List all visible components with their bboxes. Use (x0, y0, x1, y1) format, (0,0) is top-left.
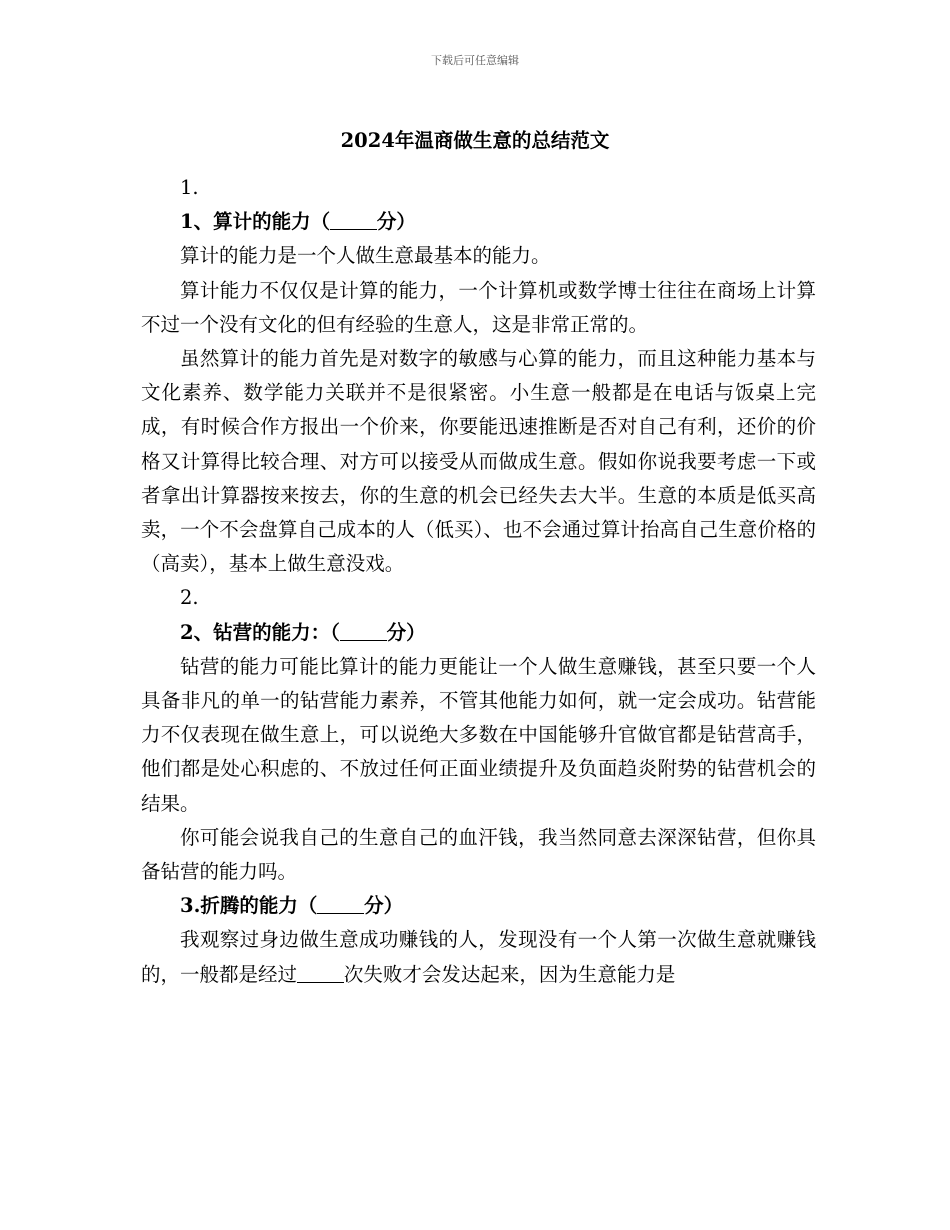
document-body (141, 171, 816, 992)
fill-blank (330, 211, 377, 231)
section-heading-1 (141, 205, 816, 239)
heading-text: 分） (364, 894, 404, 918)
body-paragraph: 算计的能力是一个人做生意最基本的能力。 (180, 244, 551, 268)
section-number-2: 2. (180, 586, 199, 610)
body-paragraph: 你可能会说我自己的生意自己的血汗钱，我当然同意去深深钻营，但你具备钻营的能力吗。 (141, 825, 816, 884)
section-heading-2 (141, 616, 816, 650)
paragraph-text: 我观察过身边做生意成功赚钱的人，发现没有一个人第一次做生意就赚钱的，一般都是经过 (141, 928, 816, 986)
heading-text: 分） (386, 620, 426, 644)
fill-blank (297, 963, 344, 983)
section-heading-3 (141, 889, 816, 923)
fill-blank (317, 895, 364, 915)
heading-text: 3.折腾的能力（ (180, 894, 318, 918)
page-header: 下载后可任意编辑 (431, 54, 519, 67)
body-paragraph: 虽然算计的能力首先是对数字的敏感与心算的能力，而且这种能力基本与文化素养、数学能力关联并不是很紧密。小生意一般都是在电话与饭桌上完成，有时候合作方报出一个价来，你要能迅速推断是否对自己有利，还价的价格又计算得比较合理、对方可以接受从而做成生意。假如你说我要考虑一下或者拿出计算器按来按去，你的生意的机会已经失去大半。生意的本质是低买高卖，一个不会盘算自己成本的人（低买）、也不会通过算计抬高自己生意价格的（高卖），基本上做生意没戏。 (141, 347, 816, 576)
heading-text: 分） (376, 210, 416, 234)
document-title: 2024年温商做生意的总结范文 (340, 129, 610, 152)
body-paragraph: 钻营的能力可能比算计的能力更能让一个人做生意赚钱，甚至只要一个人具备非凡的单一的钻营能力素养，不管其他能力如何，就一定会成功。钻营能力不仅表现在做生意上，可以说绝大多数在中国能够升官做官都是钻营高手，他们都是处心积虑的、不放过任何正面业绩提升及负面趋炎附势的钻营机会的结果。 (141, 654, 816, 815)
body-paragraph (141, 923, 816, 991)
heading-text: 1、算计的能力（ (180, 210, 331, 234)
section-number-1: 1. (180, 176, 199, 199)
body-paragraph: 算计能力不仅仅是计算的能力，一个计算机或数学博士往往在商场上计算不过一个没有文化的但有经验的生意人，这是非常正常的。 (141, 278, 816, 336)
paragraph-text: 次失败才会发达起来，因为生意能力是 (343, 962, 676, 986)
fill-blank (340, 621, 387, 641)
heading-text: 2、钻营的能力：（ (180, 620, 340, 644)
